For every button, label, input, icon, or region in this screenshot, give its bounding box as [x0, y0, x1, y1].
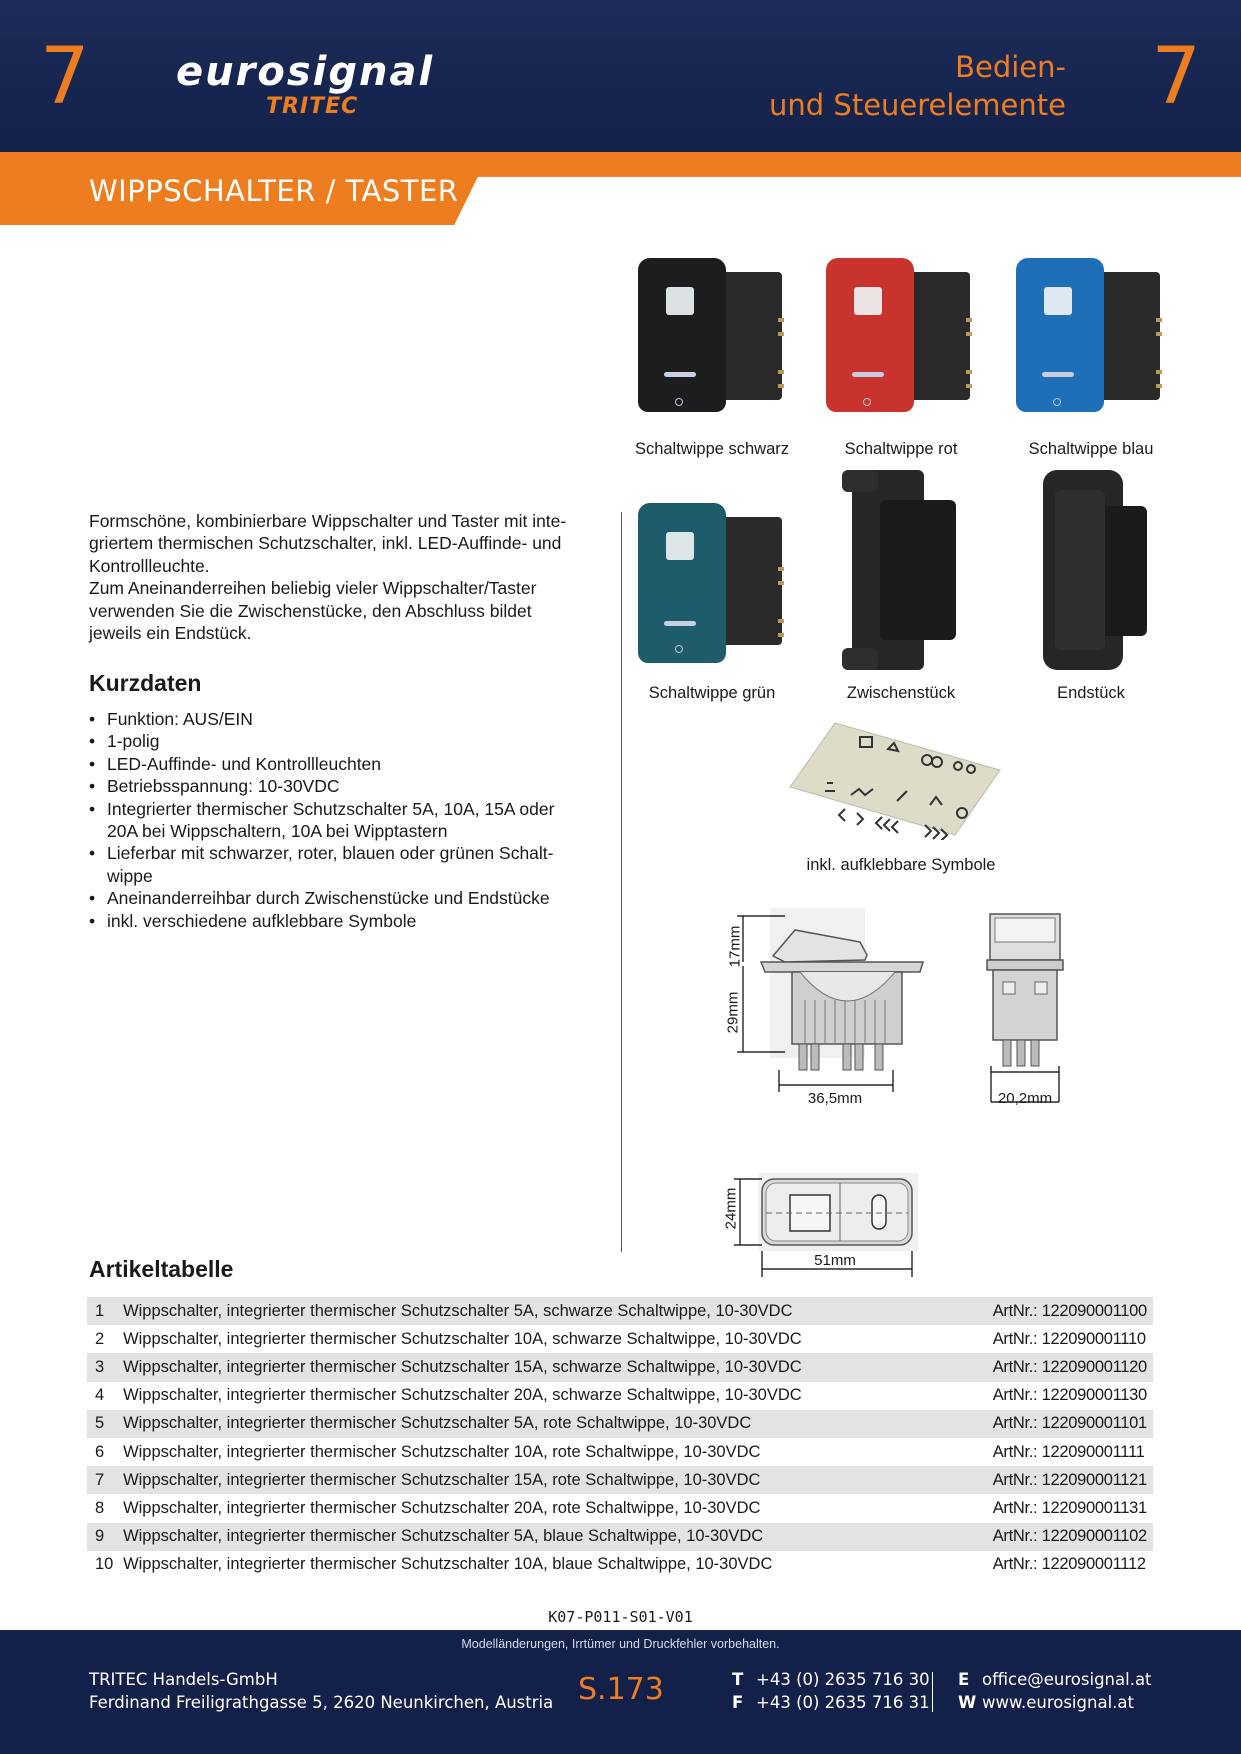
article-table-heading: Artikeltabelle	[89, 1256, 234, 1282]
row-article-number: ArtNr.: 122090001121	[993, 1466, 1153, 1494]
product-intermediate-piece	[840, 470, 970, 670]
caption-rocker-black: Schaltwippe schwarz	[634, 440, 790, 458]
company-name: TRITEC Handels-GmbH	[89, 1670, 278, 1689]
table-row	[87, 1466, 1153, 1494]
row-description: Wippschalter, integrierter thermischer Schutzschalter 15A, schwarze Schaltwippe, 10-30VDC	[123, 1353, 993, 1381]
disclaimer-note: Modelländerungen, Irrtümer und Druckfehler vorbehalten.	[461, 1637, 780, 1651]
document-code: K07-P011-S01-V01	[548, 1608, 693, 1626]
phone-number[interactable]: +43 (0) 2635 716 30	[756, 1670, 930, 1689]
dim-height-body: 29mm	[724, 991, 742, 1034]
row-description: Wippschalter, integrierter thermischer Schutzschalter 5A, blaue Schaltwippe, 10-30VDC	[123, 1523, 993, 1551]
row-description: Wippschalter, integrierter thermischer Schutzschalter 5A, schwarze Schaltwippe, 10-30VDC	[123, 1297, 993, 1325]
caption-intermediate-piece: Zwischenstück	[846, 684, 956, 702]
kurzdaten-item: • Integrierter thermischer Schutzschalter 5A, 10A, 15A oder 20A bei Wippschaltern, 10A bei Wipptastern	[89, 798, 609, 843]
kurzdaten-item: • LED-Auffinde- und Kontrollleuchten	[89, 753, 609, 775]
chapter-number-left: 7	[40, 32, 90, 122]
intro-paragraph-1: Formschöne, kombinierbare Wippschalter und Taster mit inte- griertem thermischen Schutzschalter, inkl. LED-Auffinde- und Kontrollleuchte.	[89, 511, 567, 576]
row-article-number: ArtNr.: 122090001112	[992, 1555, 1146, 1574]
table-row	[87, 1353, 1153, 1381]
rocker-green-body	[638, 503, 726, 663]
chapter-title-line2: und Steuerelemente	[769, 88, 1066, 122]
product-rocker-blue	[1008, 250, 1178, 420]
chapter-number-right: 7	[1151, 32, 1201, 122]
chapter-title-line1: Bedien-	[955, 50, 1066, 84]
web-contacts	[958, 1668, 1152, 1714]
table-row	[87, 1551, 1153, 1579]
row-description: Wippschalter, integrierter thermischer Schutzschalter 15A, rote Schaltwippe, 10-30VDC	[123, 1466, 993, 1494]
eurosignal-logo	[176, 49, 435, 119]
row-description: Wippschalter, integrierter thermischer Schutzschalter 5A, rote Schaltwippe, 10-30VDC	[123, 1410, 993, 1438]
rocker-red-body	[826, 258, 914, 412]
row-article-number: ArtNr.: 122090001120	[993, 1353, 1153, 1381]
caption-end-piece: Endstück	[1057, 684, 1125, 702]
row-article-number: ArtNr.: 122090001130	[992, 1386, 1147, 1405]
contact-divider	[932, 1672, 933, 1712]
row-number: 9	[87, 1523, 123, 1551]
logo-wordmark: eurosignal	[176, 49, 435, 95]
page-footer	[0, 1630, 1241, 1754]
caption-rocker-blue: Schaltwippe blau	[1028, 440, 1154, 458]
web-label: W	[958, 1693, 977, 1712]
rocker-blue-body	[1016, 258, 1104, 412]
row-number: 6	[95, 1442, 105, 1461]
fax-number: +43 (0) 2635 716 31	[756, 1693, 930, 1712]
row-description: Wippschalter, integrierter thermischer Schutzschalter 20A, schwarze Schaltwippe, 10-30VDC	[123, 1386, 802, 1405]
table-row	[87, 1523, 1153, 1551]
table-row	[87, 1297, 1153, 1325]
row-number: 4	[95, 1386, 105, 1405]
phone-contacts	[732, 1668, 930, 1714]
table-row	[87, 1410, 1153, 1438]
fax-label: F	[732, 1693, 744, 1712]
website-link[interactable]: www.eurosignal.at	[982, 1693, 1134, 1712]
section-title: WIPPSCHALTER / TASTER	[89, 174, 459, 208]
section-bar	[0, 152, 1241, 225]
row-article-number: ArtNr.: 122090001100	[993, 1297, 1153, 1325]
symbol-sticker-sheet	[785, 715, 1005, 840]
row-article-number: ArtNr.: 122090001131	[992, 1498, 1147, 1517]
page-header	[0, 0, 1241, 152]
product-rocker-black	[630, 250, 800, 420]
table-row	[87, 1438, 1153, 1466]
row-article-number: ArtNr.: 122090001110	[992, 1329, 1146, 1348]
company-info	[89, 1668, 553, 1714]
product-rocker-green	[630, 495, 800, 675]
row-number: 5	[87, 1410, 123, 1438]
logo-tritec: TRITEC	[266, 94, 359, 119]
table-row	[87, 1382, 1153, 1410]
dim-height-top: 17mm	[726, 925, 744, 968]
caption-symbols: inkl. aufklebbare Symbole	[806, 856, 996, 874]
kurzdaten-item: • Lieferbar mit schwarzer, roter, blauen oder grünen Schalt- wippe	[89, 842, 609, 887]
phone-label: T	[732, 1670, 744, 1689]
row-number: 7	[87, 1466, 123, 1494]
dim-height-top-view: 24mm	[722, 1187, 740, 1230]
rocker-black-body	[638, 258, 726, 412]
product-end-piece	[1035, 470, 1165, 670]
row-article-number: ArtNr.: 122090001102	[993, 1523, 1153, 1551]
intro-text	[89, 510, 609, 644]
row-number: 1	[87, 1297, 123, 1325]
row-article-number: ArtNr.: 122090001101	[993, 1410, 1153, 1438]
email-link[interactable]: office@eurosignal.at	[982, 1670, 1152, 1689]
company-address: Ferdinand Freiligrathgasse 5, 2620 Neunkirchen, Austria	[89, 1693, 554, 1712]
row-description: Wippschalter, integrierter thermischer Schutzschalter 10A, schwarze Schaltwippe, 10-30VDC	[123, 1329, 802, 1348]
dimension-drawing-front	[985, 910, 1075, 1120]
dim-width-side: 36,5mm	[807, 1090, 863, 1107]
kurzdaten-item: • Betriebsspannung: 10-30VDC	[89, 775, 609, 797]
email-label: E	[958, 1670, 970, 1689]
column-divider	[621, 512, 622, 1252]
caption-rocker-red: Schaltwippe rot	[844, 440, 958, 458]
row-number: 8	[95, 1498, 105, 1517]
dim-length-top-view: 51mm	[814, 1252, 856, 1269]
kurzdaten-item: • 1-polig	[89, 730, 609, 752]
kurzdaten-item: • Aneinanderreihbar durch Zwischenstücke und Endstücke	[89, 887, 609, 909]
table-row	[87, 1494, 1153, 1522]
row-number: 3	[87, 1353, 123, 1381]
article-table	[87, 1297, 1153, 1579]
row-article-number: ArtNr.: 122090001111	[992, 1442, 1145, 1461]
table-row	[87, 1325, 1153, 1353]
row-description: Wippschalter, integrierter thermischer Schutzschalter 20A, rote Schaltwippe, 10-30VDC	[123, 1498, 761, 1517]
product-rocker-red	[818, 250, 988, 420]
row-description: Wippschalter, integrierter thermischer Schutzschalter 10A, rote Schaltwippe, 10-30VDC	[123, 1442, 761, 1461]
intro-paragraph-2: Zum Aneinanderreihen beliebig vieler Wippschalter/Taster verwenden Sie die Zwischenstücke, den Abschluss bildet jeweils ein Endstück.	[89, 578, 537, 644]
caption-rocker-green: Schaltwippe grün	[648, 684, 776, 702]
row-number: 2	[95, 1329, 105, 1348]
kurzdaten-list	[89, 708, 609, 932]
dim-width-front: 20,2mm	[997, 1090, 1053, 1107]
row-number: 10	[95, 1555, 114, 1574]
kurzdaten-item: • inkl. verschiedene aufklebbare Symbole	[89, 910, 609, 932]
kurzdaten-item: • Funktion: AUS/EIN	[89, 708, 609, 730]
row-description: Wippschalter, integrierter thermischer Schutzschalter 10A, blaue Schaltwippe, 10-30VDC	[123, 1555, 773, 1574]
page-number: S.173	[578, 1672, 664, 1707]
kurzdaten-heading: Kurzdaten	[89, 670, 202, 696]
chapter-title	[769, 48, 1066, 124]
